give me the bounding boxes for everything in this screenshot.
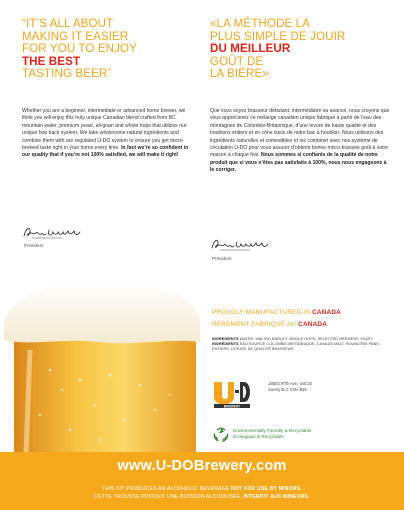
signature-title: Président <box>24 243 44 248</box>
warning-text: CETTE TROUSSE PRODUIT UNE BOISSON ALCOOLISÉE. <box>94 494 244 500</box>
ingredients-label-fr: INGRÉDIENTS <box>212 341 239 347</box>
website-url[interactable]: www.U-DOBrewery.com <box>117 458 287 474</box>
made-in-canada <box>212 307 341 331</box>
fr-guarantee-text: Nous sommes si confiants de la qualité de notre produit que si vous n’êtes pas satisfaits à 100%, nous nous engageons à le corriger. <box>210 152 387 174</box>
address-line: Surrey B.C V4N 3N9 <box>268 387 307 393</box>
fr-body-text: Que vous soyez brasseur débutant, intermédiaire ou avancé, nous croyons que vous apprécierez ce mélange canadien unique fabriqué à partir de l’eau des montagnes de Colombie-Britannique, d’une levure de haute qualité et des houblons entiers et en cône issus de notre bac à houblon. Nous utilisons des ingrédients naturelles et comestibles et les combiner avec nos système de circulation U-DO pour vous assurer d’obtenir bonne micro-brassée goût à votre maison à chaque fois. <box>210 108 390 159</box>
en-body-text: Whether you are a beginner, intermediate or advanced home brewer, we think you will enjoy this truly unique Canadian blend crafted from BC mountain water, premium yeast, all-grain and whole hops that utilizes our unique hop back system. We take wholesome natural ingredients and combine them with our regulated U-DO system to ensure you get micro-brewed taste right in your home every time. <box>22 108 187 152</box>
en-headline-line: “IT’S ALL ABOUT <box>22 17 114 30</box>
signature-icon <box>22 222 82 242</box>
country-label: CANADA <box>298 321 328 328</box>
en-headline-line: TASTING BEER” <box>22 67 112 81</box>
english-body-copy <box>22 108 192 160</box>
beer-glass-image <box>0 280 200 455</box>
english-headline <box>22 18 202 81</box>
svg-text:BREWERY: BREWERY <box>223 404 241 409</box>
en-headline-line: MAKING IT EASIER <box>22 29 129 43</box>
french-headline <box>210 18 390 81</box>
brewery-address <box>268 381 312 394</box>
address-line: 18503 97th Ave, unit 20 <box>268 381 312 386</box>
ingredients-text-en: WATER, MALTED BARLEY, WHOLE HOPS, SELECTED BREWERS YEAST. <box>238 336 374 341</box>
en-headline-emphasis: THE BEST <box>22 54 81 68</box>
ingredients-label-en: INGREDIENTS <box>212 336 239 341</box>
made-in-label: RÉREMENT FABRIQUÉ AU <box>212 321 299 328</box>
warning-text: THIS KIT PRODUCES AN ALCOHOLIC BEVERAGE <box>102 486 231 492</box>
fr-headline-line: «LA MÉTHODE LA <box>210 17 310 30</box>
fr-headline-line: PLUS SIMPLE DE JOUIR <box>210 29 346 43</box>
recyclable-fr: Écologique & Recyclable <box>233 434 284 440</box>
recyclable-en: Environmentally Friendly & Recyclable <box>233 428 312 433</box>
made-in-canada-fr <box>212 319 341 331</box>
french-body-copy <box>210 108 390 175</box>
ingredients-list <box>212 336 382 352</box>
warning-en <box>0 486 404 492</box>
country-label: CANADA <box>312 309 341 316</box>
recyclable-note <box>233 428 311 440</box>
fr-headline-line: GOÛT DE <box>210 54 264 68</box>
fr-headline-emphasis: DU MEILLEUR <box>210 42 291 56</box>
warning-fr <box>0 494 404 500</box>
ingredients-text-fr: EAU SOURCE COLOMBIE-BRITANNIQUE, CANADA MALT, HOUBLONS PANS ENTIERS, LEVURE DE QUALITÉ BRASSEUR. <box>212 341 379 352</box>
warning-emphasis: INTERDIT AUX MINEURS. <box>243 494 310 500</box>
recycle-icon <box>212 426 230 442</box>
warning-emphasis: NOT FOR USE BY MINORS. <box>230 486 302 492</box>
en-headline-line: FOR YOU TO ENJOY <box>22 42 137 56</box>
made-in-canada-en <box>212 307 341 319</box>
fr-headline-line: LA BIÈRE» <box>210 67 269 81</box>
en-guarantee-text: In fact we’re so confident in our quality that if you’re not 100% satisfied, we will make it right! <box>22 145 189 159</box>
signature-icon <box>210 234 270 254</box>
signature-title: Président <box>212 256 232 261</box>
made-in-label: PROUDLY MANUFACTURED IN <box>212 309 313 316</box>
u-do-brewery-logo <box>212 378 252 410</box>
